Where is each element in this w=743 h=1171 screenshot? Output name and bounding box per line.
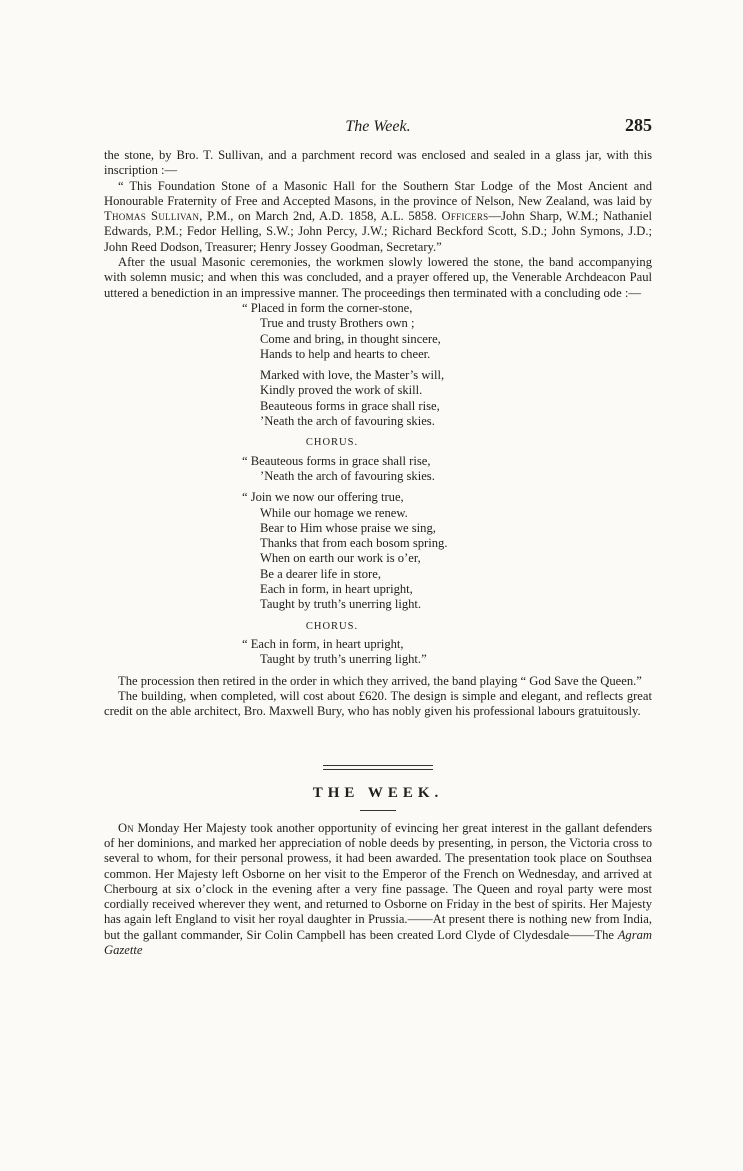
publication-name: Agram Gazette xyxy=(104,927,652,958)
poem-stanza xyxy=(242,490,652,612)
section-divider xyxy=(323,765,433,770)
paragraph: The building, when completed, will cost about £620. The design is simple and elegant, and reflects great credit on the able architect, Bro. Maxwell Bury, who has nobly given his professional labours gratuitously. xyxy=(104,688,652,719)
paragraph: The procession then retired in the order in which they arrived, the band playing “ God Save the Queen.” xyxy=(118,673,642,688)
layer-name: Thomas Sullivan xyxy=(104,209,200,224)
poem-line: Be a dearer life in store, xyxy=(260,566,381,581)
paragraph: After the usual Masonic ceremonies, the workmen slowly lowered the stone, the band accompanying with solemn music; and when this was concluded, and a prayer offered up, the Venerable Archdeacon Paul uttered a benediction in an impressive manner. The proceedings then terminated with a concluding ode :— xyxy=(104,255,652,300)
poem-line: Kindly proved the work of skill. xyxy=(260,383,423,398)
page-number: 285 xyxy=(625,115,652,135)
poem-line: When on earth our work is o’er, xyxy=(260,551,421,566)
officers-list: —John Sharp, W.M.; Nathaniel Edwards, P.M.; Fedor Helling, S.W.; John Percy, J.W.; Richard Beckford Scott, S.D.; John Symons, J.D.; John Reed Dodson, Treasurer; Henry Jossey Goodman, Secretary.” xyxy=(104,209,652,254)
poem-chorus xyxy=(242,637,652,668)
title-rule xyxy=(360,810,396,811)
poem-line: Each in form, in heart upright, xyxy=(260,582,413,597)
poem-line: “ Placed in form the corner-stone, xyxy=(242,300,413,315)
poem-line: Beauteous forms in grace shall rise, xyxy=(260,398,440,413)
page-header xyxy=(104,115,652,138)
chorus-label: CHORUS. xyxy=(305,620,359,632)
poem-line: Hands to help and hearts to cheer. xyxy=(260,346,431,361)
poem-line: ’Neath the arch of favouring skies. xyxy=(260,468,435,483)
poem-stanza xyxy=(242,368,652,429)
chorus-label: CHORUS. xyxy=(305,437,359,449)
section-text: Monday Her Majesty took another opportunity of evincing her great interest in the gallant defenders of her dominions, and marked her appreciation of noble deeds by presenting, in person, the Victoria cross to several to whom, for their personal prowess, it had been awarded. The presentation took place on Southsea common. Her Majesty left Osborne on her visit to the Emperor of the French on Wednesday, and arrived at Cherbourg at six o’clock in the evening after a very fine passage. The Queen and royal party were most cordially received wherever they went, and returned to Osborne on Friday in the best of spirits. Her Majesty has again left England to visit her royal daughter in Prussia.——At present there is nothing new from India, but the gallant commander, Sir Colin Campbell has been created Lord Clyde of Clydesdale——The xyxy=(104,820,653,942)
running-title: The Week. xyxy=(345,118,411,135)
poem-line: “ Join we now our offering true, xyxy=(242,490,404,505)
poem-stanza xyxy=(242,301,652,362)
poem-line: Thanks that from each bosom spring. xyxy=(260,536,448,551)
poem-line: True and trusty Brothers own ; xyxy=(260,316,415,331)
section-paragraph xyxy=(104,821,652,959)
page-body xyxy=(104,148,652,958)
section-title: THE WEEK. xyxy=(312,785,444,802)
poem-line: While our homage we renew. xyxy=(260,505,408,520)
ode-poem xyxy=(242,301,652,668)
paragraph: the stone, by Bro. T. Sullivan, and a parchment record was enclosed and sealed in a glass jar, with this inscription :— xyxy=(104,148,652,178)
poem-chorus xyxy=(242,454,652,485)
inscription-date: , P.M., on March 2nd, A.D. 1858, A.L. 5858. xyxy=(199,209,437,224)
poem-line: “ Each in form, in heart upright, xyxy=(242,636,404,651)
poem-line: Bear to Him whose praise we sing, xyxy=(260,520,436,535)
inscription-text: “ This Foundation Stone of a Masonic Hall for the Southern Star Lodge of the Most Ancient and Honourable Fraternity of Free and Accepted Masons, in the province of Nelson, New Zealand, was laid by xyxy=(104,178,652,208)
poem-line: “ Beauteous forms in grace shall rise, xyxy=(242,453,431,468)
opening-word: On xyxy=(118,820,134,835)
poem-line: Marked with love, the Master’s will, xyxy=(260,368,445,383)
inscription-paragraph xyxy=(104,179,652,255)
poem-line: ’Neath the arch of favouring skies. xyxy=(260,414,435,429)
poem-line: Taught by truth’s unerring light. xyxy=(260,597,422,612)
poem-line: Taught by truth’s unerring light.” xyxy=(260,652,427,667)
poem-line: Come and bring, in thought sincere, xyxy=(260,331,441,346)
officers-label: Officers xyxy=(441,209,489,224)
